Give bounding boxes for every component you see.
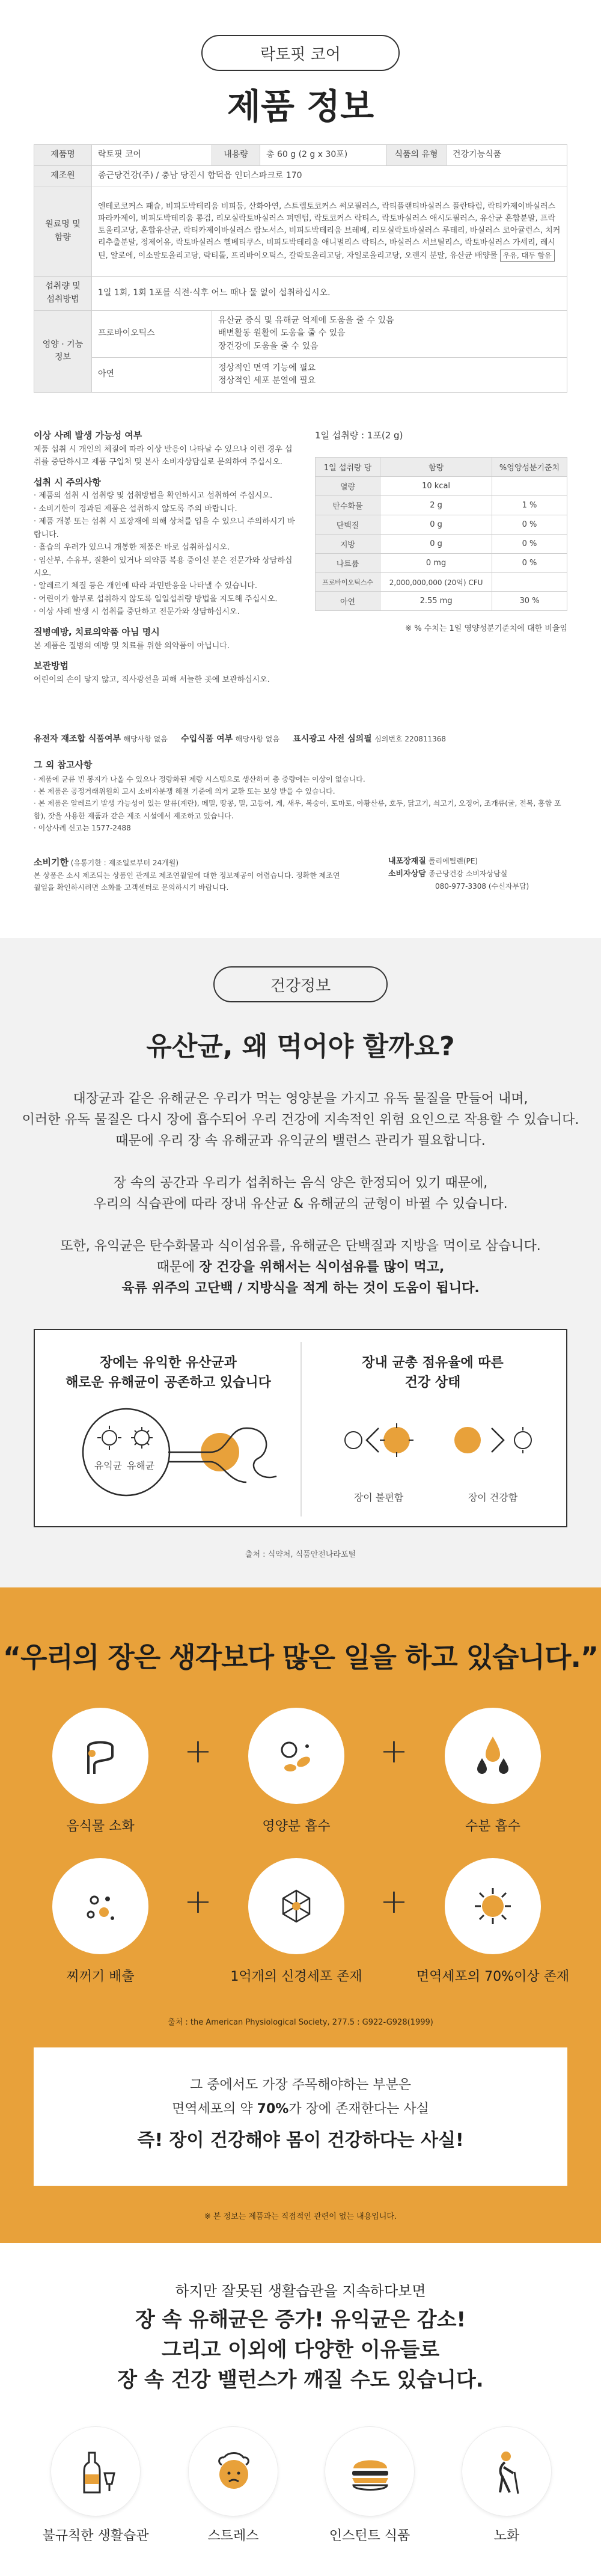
caution-item: · 임산부, 수유부, 질환이 있거나 의약품 복용 중이신 분은 전문가와 상담하십시오. <box>34 556 293 578</box>
paragraph-line: 이러한 유독 물질은 다시 장에 흡수되어 우리 건강에 지속적인 위험 요인으로 작용할 수 있습니다. <box>22 1112 579 1128</box>
nutrition-cell <box>492 477 567 496</box>
box-title-line: 장에는 유익한 유산균과 <box>100 1355 237 1370</box>
water-drop-icon <box>469 1732 517 1780</box>
paragraph-line: 또한, 유익균은 탄수화물과 식이섬유를, 유해균은 단백질과 지방을 먹이로 삼습니다. <box>60 1239 541 1254</box>
function-label: 수분 흡수 <box>465 1819 520 1834</box>
nutrition-row <box>316 573 567 592</box>
gmo-label: 유전자 재조합 식품여부 <box>34 734 121 744</box>
storage-text: 어린이의 손이 닿지 않고, 직사광선을 피해 서늘한 곳에 보관하십시오. <box>34 675 270 684</box>
gut-unhealthy-label: 장이 불편함 <box>353 1492 404 1503</box>
bad-bacteria-label: 유해균 <box>126 1460 155 1471</box>
paragraph-line: 때문에 우리 장 속 유해균과 유익균의 밸런스 관리가 필요합니다. <box>115 1133 486 1149</box>
package-value: 폴리에틸렌(PE) <box>428 857 478 865</box>
import-label: 수입식품 여부 <box>181 734 233 744</box>
paragraph-line: 장 속의 공간과 우리가 섭취하는 음식 양은 한정되어 있기 때문에, <box>113 1176 488 1191</box>
health-info-pill-label: 건강정보 <box>270 977 331 995</box>
caution-item: · 이상 사례 발생 시 섭취를 중단하고 전문가와 상담하십시오. <box>34 607 240 617</box>
allergen-tag: 우유, 대두 함유 <box>500 250 555 262</box>
box-left-title <box>48 1353 288 1393</box>
maker-value: 종근당건강(주) / 충남 당진시 합덕읍 인더스파크로 170 <box>92 165 567 186</box>
nutrition-row <box>316 477 567 496</box>
import-value: 해당사항 없음 <box>235 735 279 743</box>
gmo-line <box>34 732 567 746</box>
nutrition-cell <box>492 573 567 592</box>
caution-item: · 제품 개봉 또는 섭취 시 포장재에 의해 상처를 입을 수 있으니 주의하시기 바랍니다. <box>34 517 295 539</box>
nutrition-cell: 1 % <box>492 496 567 515</box>
cause-label: 스트레스 <box>207 2528 259 2544</box>
neuron-icon <box>272 1882 320 1930</box>
health-paragraph-2 <box>0 1173 601 1215</box>
paragraph-line: 때문에 <box>156 1260 200 1275</box>
intake-value: 1일 1회, 1회 1포를 식전·식후 어느 때나 물 없이 섭취하십시오. <box>92 277 567 310</box>
paragraph-line: 우리의 식습관에 따라 장내 유산균 & 유해균의 균형이 바뀔 수 있습니다. <box>93 1197 508 1212</box>
waste-icon <box>76 1882 124 1930</box>
function-circle <box>52 1708 148 1804</box>
causes-headline: 장 속 건강 밸런스가 깨질 수도 있습니다. <box>117 2368 484 2392</box>
gut-functions-title: “우리의 장은 생각보다 많은 일을 하고 있습니다.” <box>2 1641 599 1673</box>
nutrient-icon <box>272 1732 320 1780</box>
zinc-claims <box>212 357 567 392</box>
orange-disclaimer: ※ 본 정보는 제품과는 직접적인 관련이 없는 내용입니다. <box>204 2212 397 2221</box>
gut-functions-source: 출처 : the American Physiological Society, 277.5 : G922-G928(1999) <box>168 2018 433 2027</box>
ingredients-value: 엔테로코커스 패슘, 비피도박테리움 비피둠, 산화아연, 스트렙토코커스 써모필러스, 락티플랜티바실러스 플란타럼, 락티카제이바실러스 파라카제이, 비피도박테리움 롱검, 리모실락토바실러스 퍼멘텀, 락토코커스 락티스, 락토바실러스 애시도필러스, 유산균 혼합분말, 프락토올리고당, 혼합유산균, 락티카제이바실러스 람노서스, 비피도박테리움 브레베, 리모실락토바실러스 루테리, 바실러스 코아귤런스, 치커리추출분말, 정제어유, 락토바실러스 헬베티쿠스, 비피도박테리움 애니멀리스 락티스, 바실러스 서브틸리스, 락토바실러스 가세리, 레시틴, 알로에, 이소말토올리고당, 락티톨, 프리바이오틱스, 갈락토올리고당, 자일로올리고당, 오렌지 분말, 유산균 배양물 <box>98 202 561 260</box>
probiotics-claims <box>212 310 567 357</box>
nutrition-cell: 단백질 <box>316 515 380 535</box>
unhealthy-balance-icon <box>345 1423 413 1457</box>
plus-icon: + <box>380 1882 408 1921</box>
caution-item: · 어린이가 함부로 섭취하지 않도록 일일섭취량 방법을 지도해 주십시오. <box>34 594 278 604</box>
cause-label: 노화 <box>493 2528 520 2544</box>
nutrition-note: ※ % 수치는 1일 영양성분기준치에 대한 비율임 <box>405 624 567 633</box>
bacteria-balance-illustration <box>337 1410 541 1470</box>
box-divider <box>300 1342 302 1516</box>
zinc-claim: 정상적인 세포 분열에 필요 <box>218 376 316 386</box>
etc-title: 그 외 참고사항 <box>34 759 93 770</box>
probiotics-label: 프로바이오틱스 <box>92 310 212 357</box>
nutrition-cell: 0 % <box>492 515 567 535</box>
nutrition-cell: 프로바이오틱스수 <box>316 573 380 592</box>
immune-fact-emphasis: 70% <box>257 2102 289 2117</box>
cause-label: 인스턴트 식품 <box>329 2528 410 2544</box>
plus-icon: + <box>184 1882 212 1921</box>
box-right-title <box>313 1353 553 1393</box>
function-circle <box>52 1858 148 1954</box>
intestine-icon <box>76 1732 124 1780</box>
etc-item: · 본 제품은 공정거래위원회 고시 소비자분쟁 해결 기준에 의거 교환 또는 보상 받을 수 있습니다. <box>34 787 335 796</box>
probiotics-claim: 유산균 증식 및 유해균 억제에 도움을 줄 수 있음 <box>218 315 394 325</box>
expiry-text: 본 상품은 소시 제조되는 상품인 관계로 제조연월일에 대한 정보제공이 어렵습니다. 정확한 제조연월일을 확인하시려면 소화를 고객센터로 문의하시기 바랍니다. <box>34 871 340 892</box>
box-title-line: 건강 상태 <box>404 1375 461 1390</box>
burger-icon <box>346 2448 394 2496</box>
ad-label: 표시광고 사전 심의필 <box>293 734 372 744</box>
immune-fact-headline: 즉! 장이 건강해야 몸이 건강하다는 사실! <box>137 2130 464 2151</box>
cause-circle <box>188 2426 278 2516</box>
gmo-value: 해당사항 없음 <box>123 735 168 743</box>
cs-label: 소비자상담 <box>388 869 426 879</box>
etc-item: · 제품에 균류 빈 봉지가 나올 수 있으나 정량화된 제량 시스템으로 생산하여 총 중량에는 이상이 없습니다. <box>34 774 365 784</box>
immune-fact-text: 가 장에 존재한다는 사실 <box>288 2102 429 2117</box>
maker-label: 제조원 <box>34 165 92 186</box>
immune-fact-text: 면역세포의 약 <box>172 2102 257 2117</box>
box-title-line: 해로운 유해균이 공존하고 있습니다 <box>66 1375 271 1390</box>
nutrition-cell: 0 g <box>380 515 492 535</box>
nutrition-cell: 열량 <box>316 477 380 496</box>
function-label: 찌꺼기 배출 <box>66 1969 135 1984</box>
paragraph-line: 대장균과 같은 유해균은 우리가 먹는 영양분을 가지고 유독 물질을 만들어 내며, <box>73 1091 528 1106</box>
page-title: 제품 정보 <box>227 86 374 127</box>
intake-label: 섭취량 및 섭취방법 <box>34 277 92 310</box>
product-name-value: 락토핏 코어 <box>92 145 212 166</box>
function-label: 영양 · 기능정보 <box>34 310 92 392</box>
function-label: 음식물 소화 <box>66 1819 135 1834</box>
nutrition-cell: 2.55 mg <box>380 592 492 611</box>
caution-item: · 흡습의 우려가 있으니 개봉한 제품은 바로 섭취하십시오. <box>34 543 230 553</box>
function-label: 1억개의 신경세포 존재 <box>230 1969 362 1984</box>
caution-title: 섭취 시 주의사항 <box>34 476 101 488</box>
nutrition-header-cell: 1일 섭취량 당 <box>316 458 380 477</box>
content-label: 내용량 <box>212 145 260 166</box>
nutrition-cell: 나트륨 <box>316 554 380 573</box>
paragraph-emphasis: 육류 위주의 고단백 / 지방식을 적게 하는 것이 도움이 됩니다. <box>121 1281 480 1296</box>
function-circle <box>248 1858 344 1954</box>
cs-value: 종근당건강 소비자상담실 <box>428 869 508 879</box>
nutrition-row <box>316 592 567 611</box>
cause-circle <box>462 2426 552 2516</box>
paragraph-emphasis: 장 건강을 위해서는 식이섬유를 많이 먹고, <box>199 1260 445 1275</box>
probiotics-claim: 배변활동 원활에 도움을 줄 수 있음 <box>218 328 346 339</box>
caution-item: · 제품의 섭취 시 섭취량 및 섭취방법을 확인하시고 섭취하여 주십시오. <box>34 491 273 501</box>
nutrition-cell: 30 % <box>492 592 567 611</box>
nutrition-cell: 0 % <box>492 554 567 573</box>
nutrition-cell: 탄수화물 <box>316 496 380 515</box>
immune-cell-icon <box>469 1882 517 1930</box>
nutrition-row <box>316 515 567 535</box>
health-paragraph-3 <box>0 1236 601 1299</box>
ingredients-label: 원료명 및 함량 <box>34 186 92 277</box>
food-type-value: 건강기능식품 <box>447 145 567 166</box>
function-circle <box>445 1858 541 1954</box>
alcohol-bottle-icon <box>72 2448 120 2496</box>
nutrition-cell: 지방 <box>316 535 380 554</box>
caution-item: · 알레르기 체질 등은 개인에 따라 과민반응을 나타낼 수 있습니다. <box>34 581 257 591</box>
plus-icon: + <box>184 1732 212 1771</box>
nutrition-row <box>316 554 567 573</box>
ad-value: 심의번호 220811368 <box>374 735 447 743</box>
immune-fact-line: 그 중에서도 가장 주목해야하는 부분은 <box>189 2078 411 2093</box>
health-info-pill <box>213 966 388 1002</box>
nutrition-cell: 10 kcal <box>380 477 492 496</box>
plus-icon: + <box>380 1732 408 1771</box>
disease-title: 질병예방, 치료의약품 아님 명시 <box>34 626 160 637</box>
immune-fact-line <box>0 2099 601 2120</box>
abnormal-title: 이상 사례 발생 가능성 여부 <box>34 430 142 441</box>
nutrition-cell: 아연 <box>316 592 380 611</box>
gut-healthy-label: 장이 건강함 <box>468 1492 518 1503</box>
nutrition-cell: 2 g <box>380 496 492 515</box>
abnormal-text: 제품 섭취 시 개인의 체질에 따라 이상 반응이 나타날 수 있으나 이런 경우 섭취를 중단하시고 제품 구입처 및 본사 소비자상담실로 문의하여 주십시오. <box>34 444 293 467</box>
health-paragraph-1 <box>0 1088 601 1152</box>
zinc-label: 아연 <box>92 357 212 392</box>
cause-label: 불규칙한 생활습관 <box>42 2528 149 2544</box>
expiry-label: 소비기한 <box>34 857 69 868</box>
health-title: 유산균, 왜 먹어야 할까요? <box>146 1031 455 1062</box>
cause-circle <box>325 2426 415 2516</box>
health-source: 출처 : 식약처, 식품안전나라포털 <box>245 1550 356 1559</box>
storage-title: 보관방법 <box>34 660 69 671</box>
content-value: 총 60 g (2 g x 30포) <box>260 145 386 166</box>
etc-item: · 본 제품은 알레르기 발생 가능성이 있는 알류(계란), 메밀, 땅콩, 밀, 고등어, 게, 새우, 복숭아, 토마토, 아황산류, 호두, 닭고기, 쇠고기, 오징어, 조개류(굴, 전복, 홍합 포함), 잣을 사용한 제품과 같은 제조 시설에서 제조하고 있습니다. <box>34 799 561 820</box>
product-name-label: 제품명 <box>34 145 92 166</box>
probiotics-claim: 장건강에 도움을 줄 수 있음 <box>218 342 319 352</box>
notes-left-column <box>34 428 298 686</box>
causes-intro: 하지만 잘못된 생활습관을 지속하다보면 <box>175 2283 426 2299</box>
stressed-face-icon <box>210 2448 258 2496</box>
causes-headline: 그리고 이외에 다양한 이유들로 <box>161 2338 440 2362</box>
function-label: 영양분 흡수 <box>262 1819 331 1834</box>
nutrition-row <box>316 535 567 554</box>
etc-notes <box>34 758 567 834</box>
product-brand-pill <box>201 35 400 71</box>
etc-item: · 이상사례 신고는 1577-2488 <box>34 824 131 833</box>
food-type-label: 식품의 유형 <box>386 145 447 166</box>
nutrition-cell: 0 % <box>492 535 567 554</box>
function-label: 면역세포의 70%이상 존재 <box>416 1969 570 1984</box>
zinc-claim: 정상적인 면역 기능에 필요 <box>218 363 316 373</box>
nutrition-row <box>316 496 567 515</box>
nutrition-cell: 2,000,000,000 (20억) CFU <box>380 573 492 592</box>
nutrition-header-cell: %영양성분기준치 <box>492 458 567 477</box>
caution-item: · 소비기한이 경과된 제품은 섭취하지 않도록 주의 바랍니다. <box>34 504 237 514</box>
disease-text: 본 제품은 질병의 예방 및 치료를 위한 의약품이 아닙니다. <box>34 641 230 651</box>
package-block <box>388 855 569 893</box>
function-circle <box>248 1708 344 1804</box>
nutrition-header-cell: 함량 <box>380 458 492 477</box>
cs-phone: 080-977-3308 (수신자부담) <box>435 882 529 891</box>
nutrition-cell: 0 g <box>380 535 492 554</box>
good-bacteria-label: 유익균 <box>94 1460 123 1471</box>
healthy-balance-icon <box>454 1427 531 1453</box>
product-brand-label: 락토핏 코어 <box>260 45 341 64</box>
box-title-line: 장내 균총 점유율에 따른 <box>362 1355 504 1370</box>
nutrition-cell: 0 mg <box>380 554 492 573</box>
package-label: 내포장재질 <box>388 857 426 866</box>
function-circle <box>445 1708 541 1804</box>
cause-circle <box>50 2426 141 2516</box>
product-info-table <box>34 144 567 393</box>
intestine-bacteria-illustration <box>78 1404 282 1500</box>
elderly-icon <box>483 2448 531 2496</box>
causes-headline: 장 속 유해균은 증가! 유익균은 감소! <box>135 2308 466 2332</box>
nutrition-table <box>315 457 567 611</box>
nutrition-title: 1일 섭취량 : 1포(2 g) <box>315 430 403 441</box>
expiry-block <box>34 855 346 894</box>
expiry-value: (유통기한 : 제조일로부터 24개월) <box>70 859 179 867</box>
